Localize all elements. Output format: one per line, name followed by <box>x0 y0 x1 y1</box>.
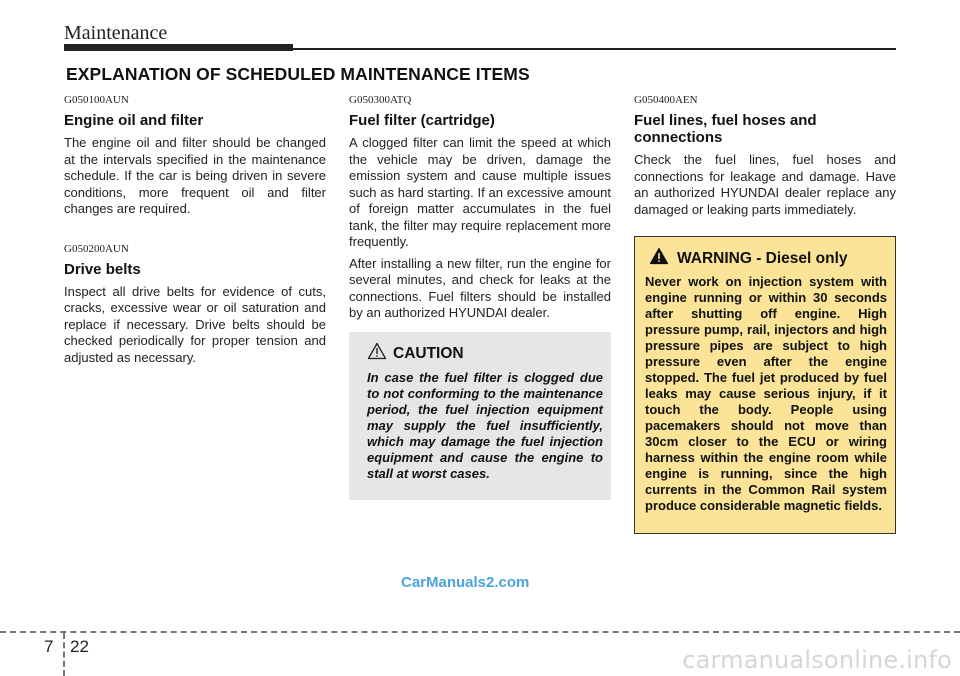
warning-box <box>634 236 896 534</box>
footer-rule <box>0 631 960 633</box>
section-code-fuel-lines: G050400AEN <box>634 94 698 106</box>
chapter-number: 7 <box>44 637 54 656</box>
warning-text: Never work on injection system with engine running or within 30 seconds after shutting off engine. High pressure pump, rail, injectors and high pressure pipes are subject to high pressure even after the engine stopped. The fuel jet produced by fuel leaks may cause serious injury, if it touch the body. People using pacemakers should not move than 30cm closer to the ECU or wiring harness within the engine room while engine is running, since the high currents in the Common Rail system produce considerable magnetic fields. <box>645 274 887 513</box>
section-title-drive-belts: Drive belts <box>64 260 141 278</box>
section-title-fuel-lines: Fuel lines, fuel hoses and connections <box>634 112 817 146</box>
warning-header <box>649 247 887 270</box>
page-number: 22 <box>70 637 89 656</box>
header-rule-thin <box>293 48 896 50</box>
section-body-fuel-lines: Check the fuel lines, fuel hoses and connections for leakage and damage. Have an authorized HYUNDAI dealer replace any damaged or leaking parts immediately. <box>634 152 896 217</box>
caution-text: In case the fuel filter is clogged due to not conforming to the maintenance period, the fuel injection equipment may supply the fuel insufficiently, which may damage the fuel injection equipment and cause the engine to stall at worst cases. <box>367 370 603 481</box>
section-gap <box>64 223 326 243</box>
caution-triangle-icon <box>367 342 387 365</box>
section-title-fuel-filter: Fuel filter (cartridge) <box>349 112 495 129</box>
header-rule-thick <box>64 44 293 51</box>
carmanuals-link[interactable]: CarManuals2.com <box>401 574 530 591</box>
caution-header <box>367 342 603 365</box>
section-body-fuel-filter-2: After installing a new filter, run the engine for several minutes, and check for leaks at the connections. Fuel filters should be installed by an authorized HYUNDAI dealer. <box>349 255 611 320</box>
page-title: EXPLANATION OF SCHEDULED MAINTENANCE ITEMS <box>66 64 530 84</box>
section-title-engine-oil: Engine oil and filter <box>64 112 204 129</box>
section-code-fuel-filter: G050300ATQ <box>349 94 412 106</box>
section-header-title: Maintenance <box>64 22 168 44</box>
column-left <box>64 94 326 371</box>
section-code-engine-oil: G050100AUN <box>64 94 129 106</box>
section-code-drive-belts: G050200AUN <box>64 242 129 255</box>
footer-divider <box>63 633 65 676</box>
caution-title: CAUTION <box>393 344 464 362</box>
section-body-fuel-filter-1: A clogged filter can limit the speed at which the vehicle may be driven, damage the emission system and cause multiple issues such as hard starting. If an excessive amount of foreign matter accumulates in the fuel tank, the filter may require replacement more frequently. <box>349 135 611 249</box>
warning-triangle-icon <box>649 247 669 270</box>
caution-box <box>349 332 611 500</box>
site-watermark: carmanualsonline.info <box>682 646 952 674</box>
column-middle <box>349 94 611 327</box>
warning-title: WARNING - Diesel only <box>677 249 848 267</box>
section-body-engine-oil: The engine oil and filter should be changed at the intervals specified in the maintenance schedule. If the car is being driven in severe conditions, more frequent oil and filter changes are required. <box>64 135 326 216</box>
column-right <box>634 94 896 223</box>
section-body-drive-belts: Inspect all drive belts for evidence of cuts, cracks, excessive wear or oil saturation and replace if necessary. Drive belts should be checked periodically for proper tension and adjusted as necessary. <box>64 283 326 365</box>
